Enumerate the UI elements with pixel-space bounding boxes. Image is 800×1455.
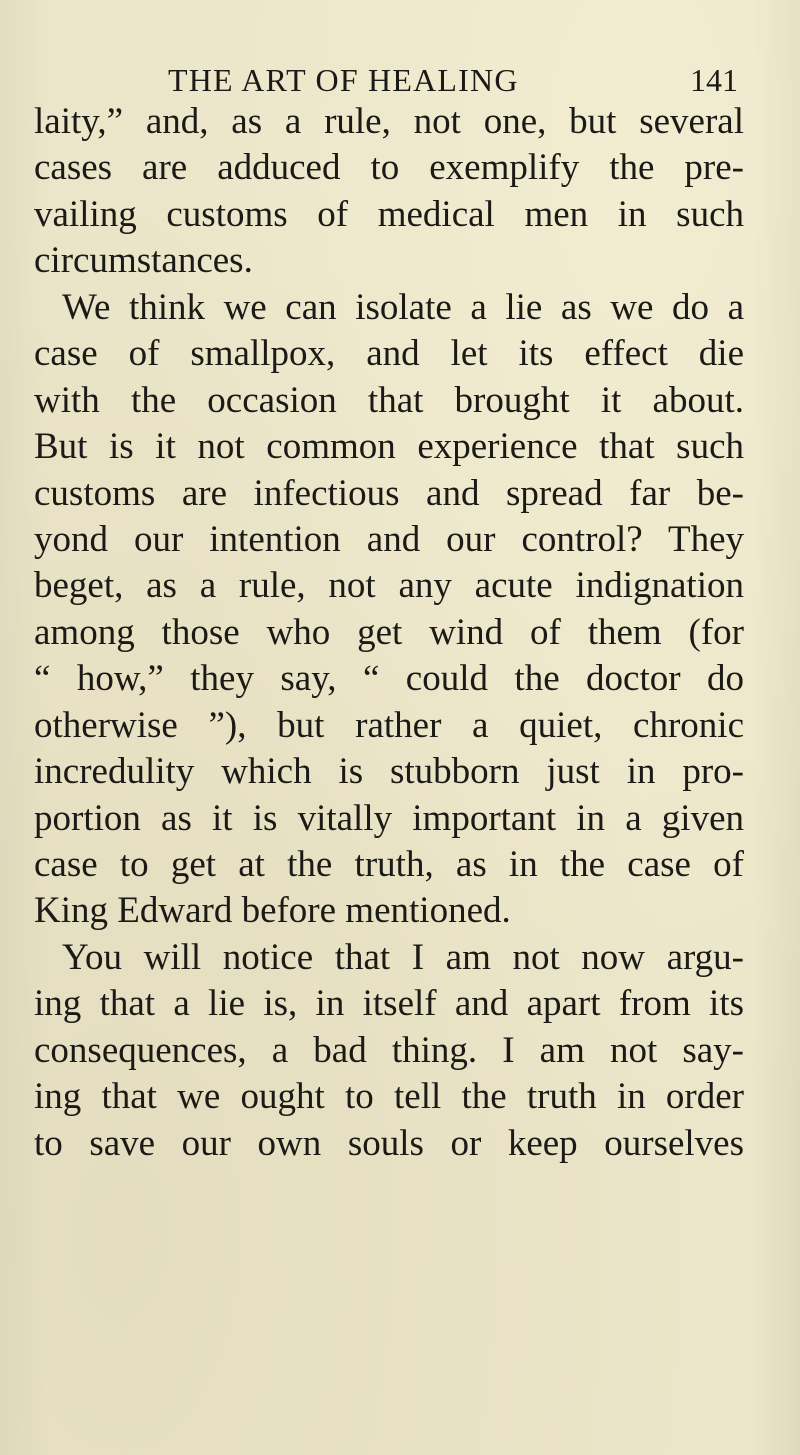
text-line: beget, as a rule, not any acute indignation [34, 565, 744, 607]
text-line: case to get at the truth, as in the case of [34, 844, 744, 885]
text-line: You will notice that I am not now argu- [62, 936, 744, 978]
text-line: vailing customs of medical men in such [34, 193, 744, 235]
text-line: ing that a lie is, in itself and apart from its [34, 983, 744, 1025]
page-number: 141 [690, 62, 738, 98]
text-line: among those who get wind of them (for [34, 611, 744, 653]
text-line: But is it not common experience that such [34, 426, 744, 468]
text-line: ing that we ought to tell the truth in order [34, 1076, 744, 1118]
text-line: to save our own souls or keep ourselves [34, 1122, 744, 1164]
running-header [168, 58, 738, 102]
text-line: cases are adduced to exemplify the pre- [34, 147, 744, 189]
text-line: yond our intention and our control? They [34, 518, 744, 560]
text-line: King Edward before mentioned. [34, 890, 511, 932]
body-text [34, 99, 744, 1167]
text-line: consequences, a bad thing. I am not say- [34, 1029, 744, 1071]
text-line: incredulity which is stubborn just in pro- [34, 751, 744, 793]
text-line: circumstances. [34, 240, 253, 282]
text-line: otherwise ”), but rather a quiet, chronic [34, 704, 744, 746]
text-line: customs are infectious and spread far be- [34, 472, 744, 514]
text-line: case of smallpox, and let its effect die [34, 333, 744, 375]
running-title: THE ART OF HEALING [168, 62, 519, 98]
text-line: with the occasion that brought it about. [34, 379, 744, 421]
text-line: laity,” and, as a rule, not one, but several [34, 101, 744, 142]
text-line: portion as it is vitally important in a given [34, 797, 744, 839]
text-line: “ how,” they say, “ could the doctor do [34, 658, 744, 700]
text-line: We think we can isolate a lie as we do a [62, 286, 744, 328]
